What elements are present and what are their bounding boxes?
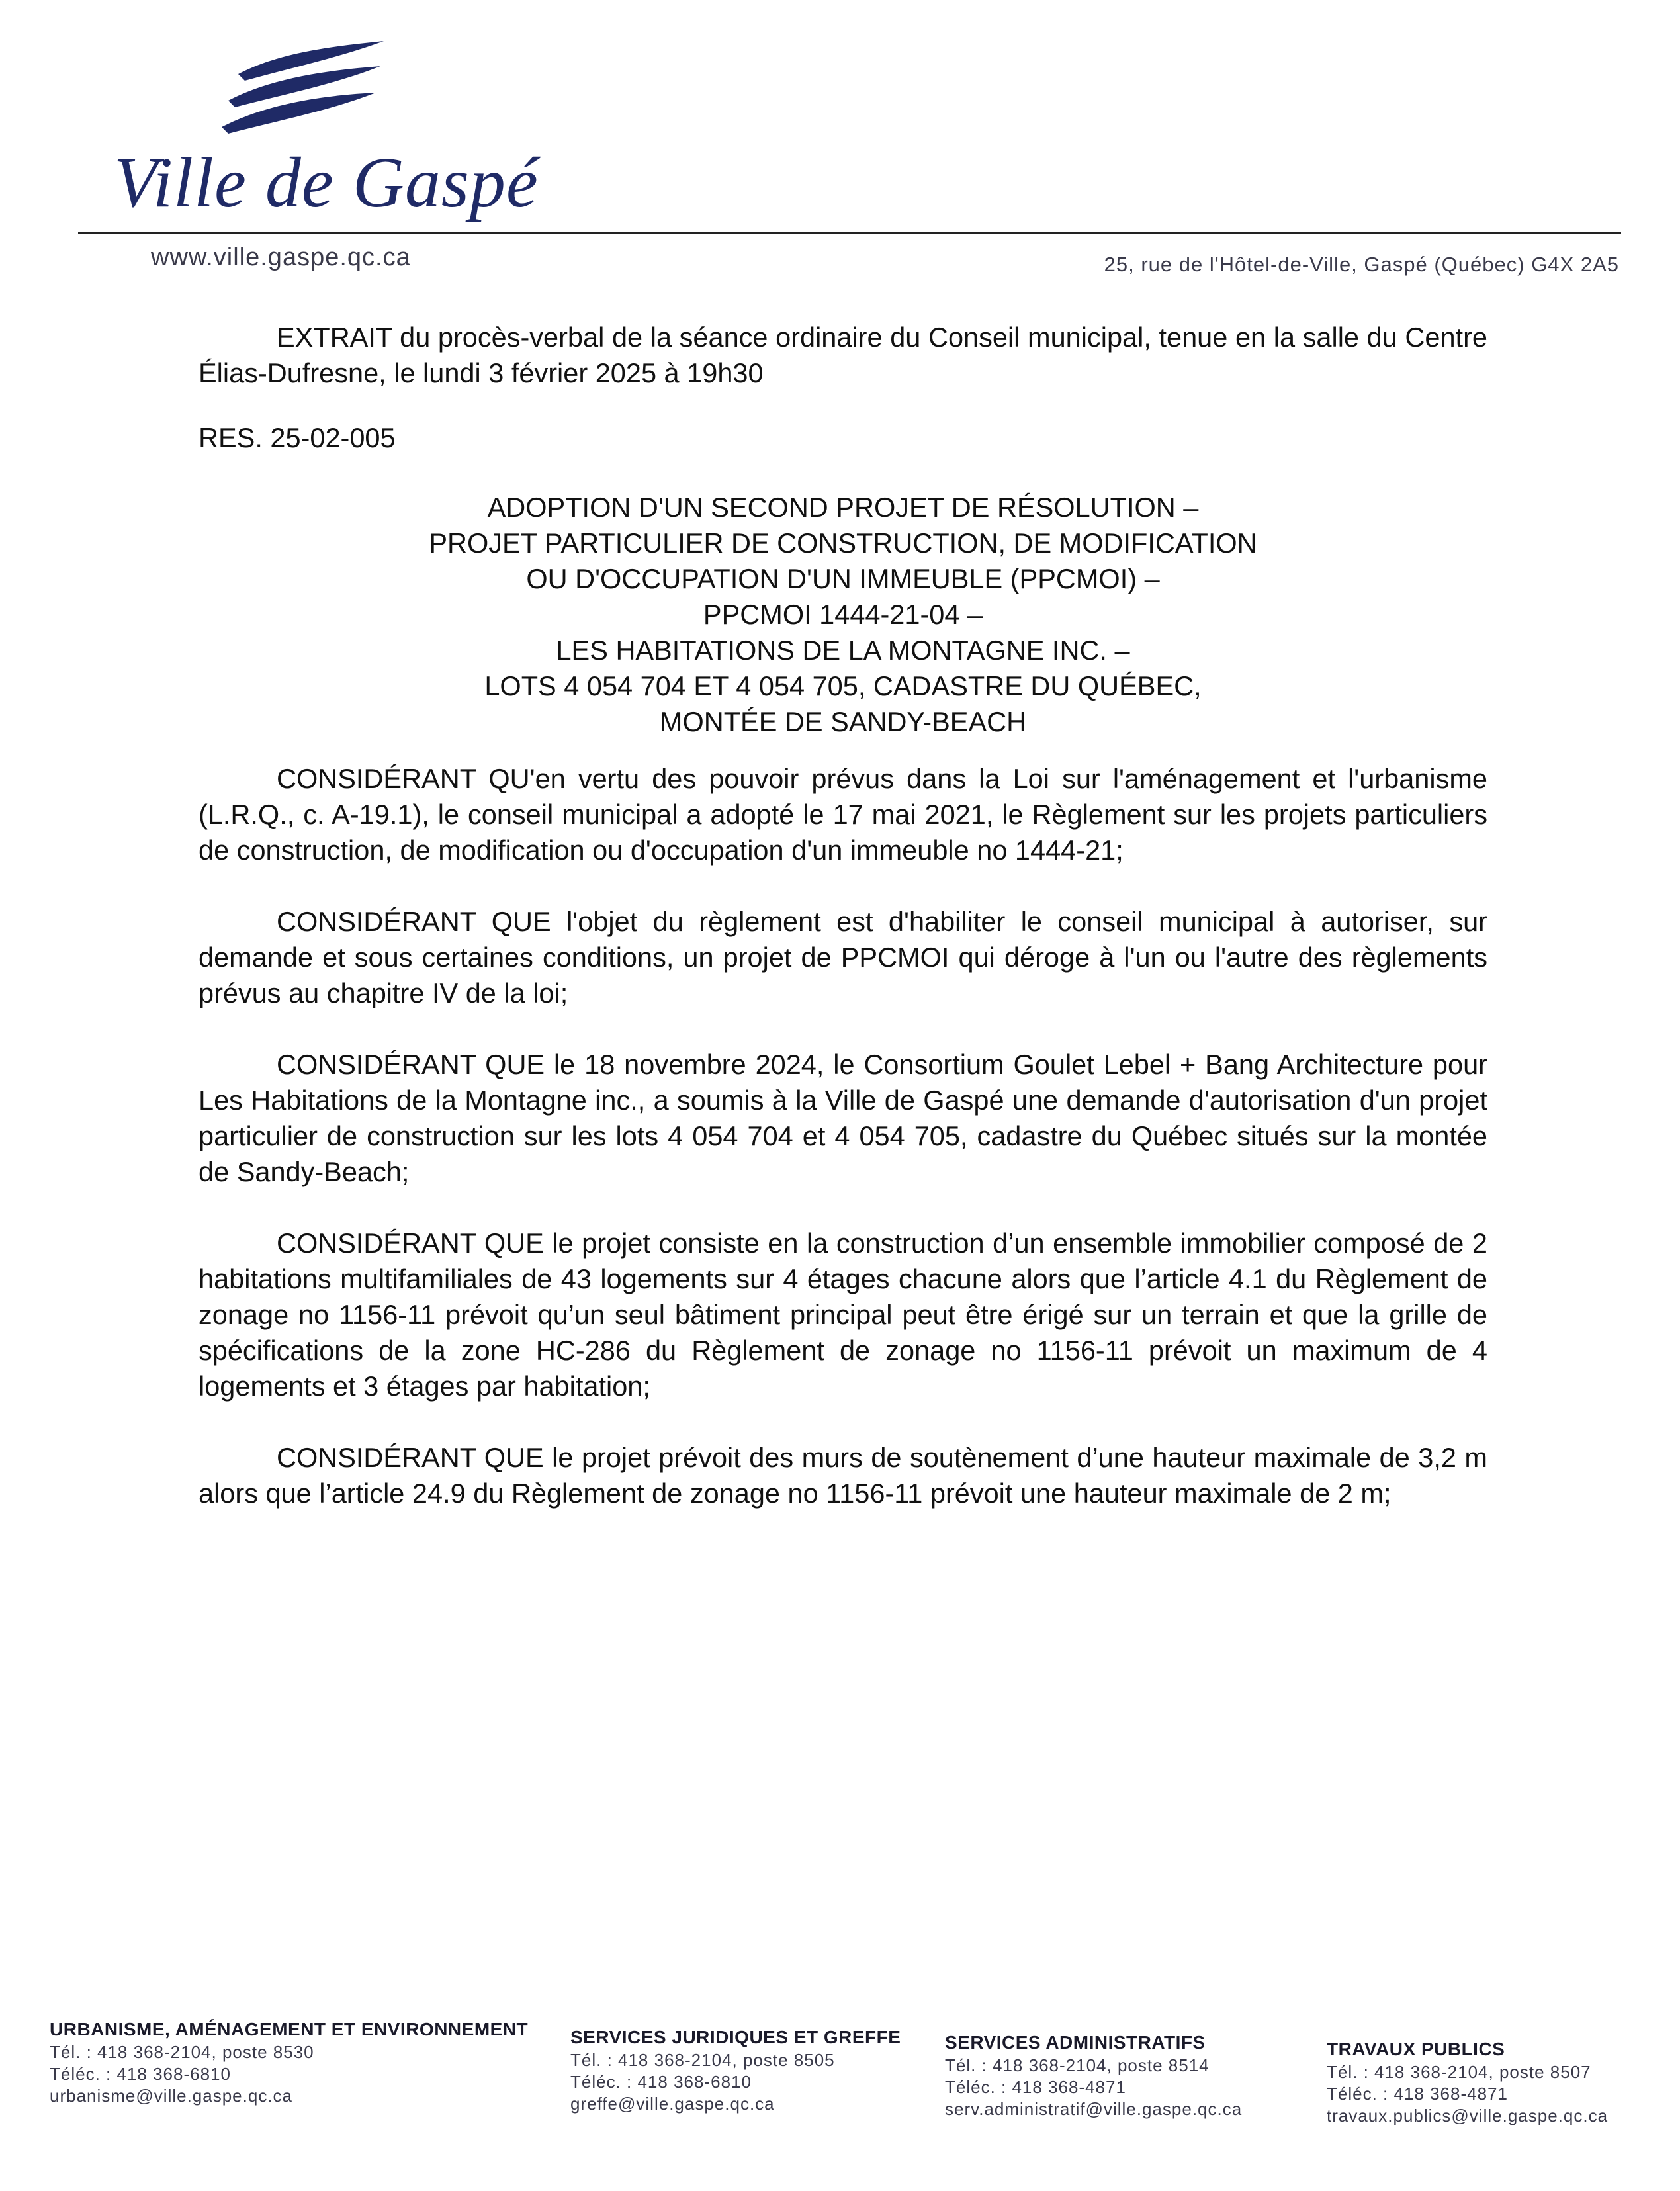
header-rule [78, 232, 1621, 234]
wave-logo-icon [218, 40, 390, 152]
footer-fax: Téléc. : 418 368-4871 [945, 2077, 1126, 2097]
document-intro [199, 320, 1487, 391]
considerant-paragraph: CONSIDÉRANT QUE le projet consiste en la construction d’un ensemble immobilier composé de 2 habitations multifamiliales de 43 logements sur 4 étages chacune alors que l’article 4.1 du Règlement de zonage no 1156-11 prévoit qu’un seul bâtiment principal peut être érigé sur un terrain et que la grille de spécifications de la zone HC-286 du Règlement de zonage no 1156-11 prévoit un maximum de 4 logements et 3 étages par habitation; [199, 1228, 1487, 1402]
considerant-paragraph: CONSIDÉRANT QUE le 18 novembre 2024, le Consortium Goulet Lebel + Bang Architecture pour Les Habitations de la Montagne inc., a soumis à la Ville de Gaspé une demande d'autorisation d'un projet particulier de construction sur les lots 4 054 704 et 4 054 705, cadastre du Québec situés sur la montée de Sandy-Beach; [199, 1049, 1487, 1187]
footer-heading: URBANISME, AMÉNAGEMENT ET ENVIRONNEMENT [50, 2019, 529, 2039]
footer-heading: SERVICES ADMINISTRATIFS [945, 2032, 1206, 2053]
logo-text: Ville de Gaspé [114, 144, 539, 222]
document-body [199, 761, 1487, 1547]
footer-travaux-publics [1327, 2038, 1608, 2127]
footer-email[interactable]: greffe@ville.gaspe.qc.ca [570, 2094, 775, 2114]
considerant-paragraph: CONSIDÉRANT QU'en vertu des pouvoir prévus dans la Loi sur l'aménagement et l'urbanisme (L.R.Q., c. A-19.1), le conseil municipal a adopté le 17 mai 2021, le Règlement sur les projets particuliers de construction, de modification ou d'occupation d'un immeuble no 1444-21; [199, 763, 1487, 866]
footer-heading: TRAVAUX PUBLICS [1327, 2039, 1505, 2059]
footer-email[interactable]: urbanisme@ville.gaspe.qc.ca [50, 2086, 293, 2106]
footer-urbanisme [50, 2018, 528, 2107]
footer-greffe [570, 2026, 901, 2115]
website-link[interactable]: www.ville.gaspe.qc.ca [151, 244, 411, 271]
footer-tel: Tél. : 418 368-2104, poste 8505 [570, 2050, 835, 2070]
footer-tel: Tél. : 418 368-2104, poste 8530 [50, 2042, 314, 2062]
considerant-paragraph: CONSIDÉRANT QUE le projet prévoit des murs de soutènement d’une hauteur maximale de 3,2 m alors que l’article 24.9 du Règlement de zonage no 1156-11 prévoit une hauteur maximale de 2 m; [199, 1442, 1487, 1509]
title-line: PROJET PARTICULIER DE CONSTRUCTION, DE MODIFICATION [429, 527, 1257, 559]
footer-email[interactable]: travaux.publics@ville.gaspe.qc.ca [1327, 2106, 1609, 2125]
considerant-paragraph: CONSIDÉRANT QUE l'objet du règlement est d'habiliter le conseil municipal à autoriser, sur demande et sous certaines conditions, un projet de PPCMOI qui déroge à l'un ou l'autre des règlements prévus au chapitre IV de la loi; [199, 906, 1487, 1008]
footer-fax: Téléc. : 418 368-6810 [570, 2072, 752, 2092]
footer-email[interactable]: serv.administratif@ville.gaspe.qc.ca [945, 2099, 1243, 2119]
intro-text: EXTRAIT du procès-verbal de la séance ordinaire du Conseil municipal, tenue en la salle du Centre Élias-Dufresne, le lundi 3 février 2025 à 19h30 [199, 322, 1487, 388]
title-line: OU D'OCCUPATION D'UN IMMEUBLE (PPCMOI) – [526, 563, 1160, 594]
resolution-title [199, 490, 1487, 740]
title-line: MONTÉE DE SANDY-BEACH [659, 706, 1027, 737]
title-line: ADOPTION D'UN SECOND PROJET DE RÉSOLUTION – [487, 492, 1199, 523]
resolution-number: RES. 25-02-005 [199, 422, 396, 453]
title-line: LOTS 4 054 704 ET 4 054 705, CADASTRE DU QUÉBEC, [484, 670, 1202, 701]
title-line: LES HABITATIONS DE LA MONTAGNE INC. – [556, 635, 1130, 666]
footer-fax: Téléc. : 418 368-4871 [1327, 2084, 1508, 2104]
address: 25, rue de l'Hôtel-de-Ville, Gaspé (Québec) G4X 2A5 [1104, 253, 1619, 276]
footer-tel: Tél. : 418 368-2104, poste 8507 [1327, 2062, 1591, 2082]
title-line: PPCMOI 1444-21-04 – [703, 599, 983, 630]
footer-fax: Téléc. : 418 368-6810 [50, 2064, 231, 2084]
footer-heading: SERVICES JURIDIQUES ET GREFFE [570, 2027, 901, 2047]
footer-administratifs [945, 2032, 1242, 2120]
footer-tel: Tél. : 418 368-2104, poste 8514 [945, 2055, 1210, 2075]
resolution-number-block [199, 420, 1487, 456]
